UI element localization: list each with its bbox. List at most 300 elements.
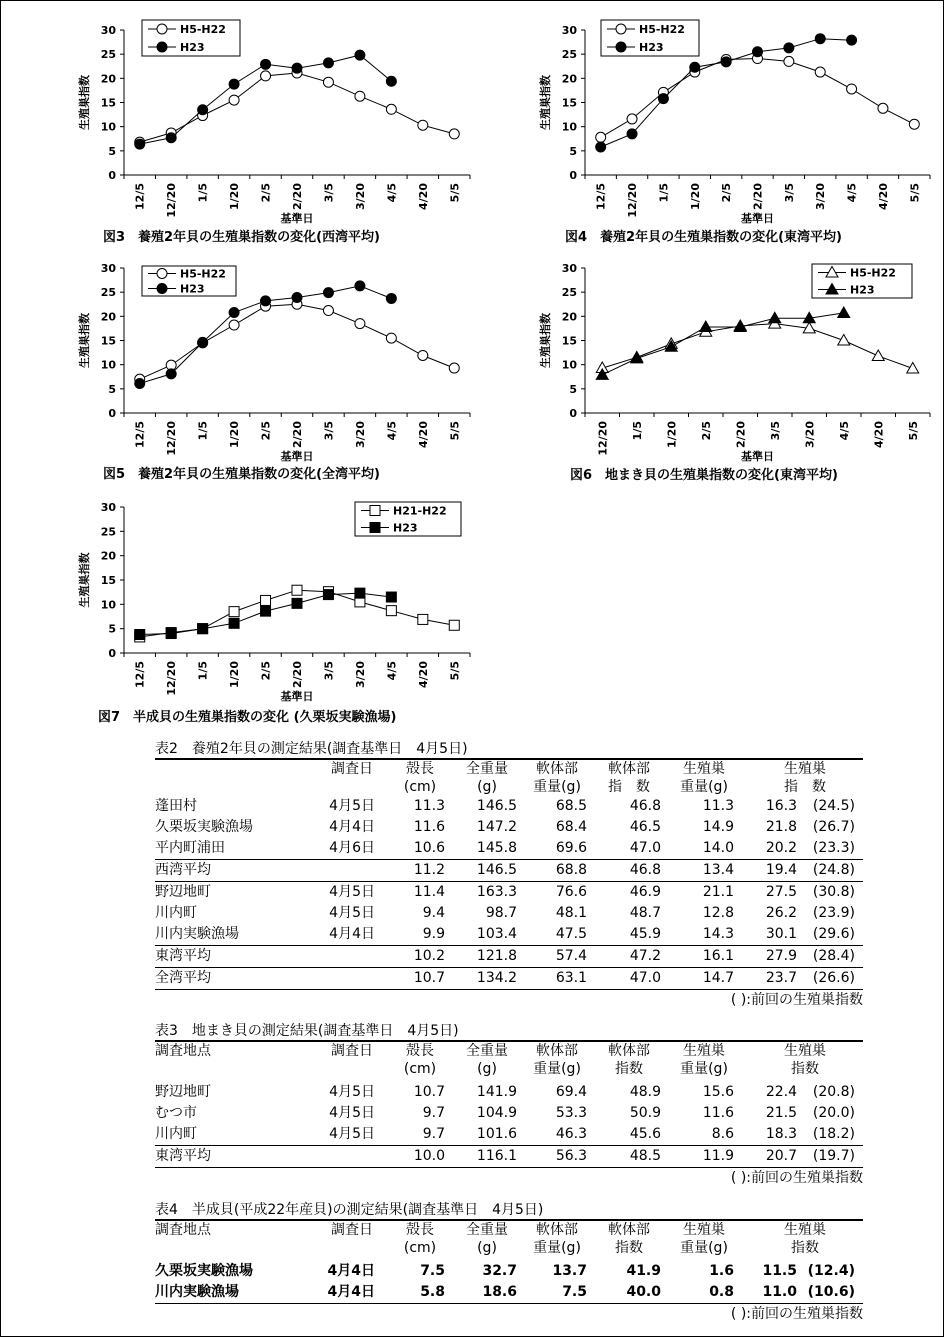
header-line: 軟体部 <box>536 1043 578 1059</box>
x-tick-label: 5/5 <box>906 421 920 441</box>
x-tick-label: 2/20 <box>751 183 765 210</box>
y-tick-label: 0 <box>569 169 577 182</box>
data-point <box>386 592 396 602</box>
x-tick-label: 4/20 <box>416 183 430 210</box>
series-H5-H22 <box>135 299 460 384</box>
data-point <box>292 63 302 73</box>
header-line: 全重量 <box>466 1222 508 1238</box>
header-line: 調査日 <box>331 1222 373 1238</box>
table-note: ( ):前回の生殖巣指数 <box>730 1170 863 1186</box>
data-point <box>700 321 712 332</box>
table-cell: 10.7 <box>413 970 445 986</box>
y-tick-label: 30 <box>100 24 116 37</box>
x-tick-label: 5/5 <box>908 183 922 203</box>
data-point <box>323 58 333 68</box>
y-tick-label: 25 <box>561 286 577 300</box>
header-line: 重量(g) <box>533 1061 581 1077</box>
table-row <box>155 1261 863 1282</box>
header-cell <box>597 1042 661 1078</box>
legend <box>812 264 912 298</box>
header-line: 指 数 <box>608 779 650 795</box>
table-cell: 4月5日 <box>329 905 375 921</box>
data-point <box>907 363 919 374</box>
header-line: (cm) <box>403 1240 437 1256</box>
x-tick-label: 1/20 <box>688 183 702 210</box>
header-line: 重量(g) <box>533 1240 581 1256</box>
table-cell: 18.6 <box>482 1284 517 1300</box>
table-cell: 20.7 <box>765 1148 797 1164</box>
table-cell: 14.0 <box>702 840 734 856</box>
data-point <box>878 103 888 113</box>
legend-marker <box>370 506 380 516</box>
table-row <box>155 881 863 903</box>
table-row <box>155 903 863 924</box>
legend-label: H23 <box>639 41 664 54</box>
header-line: 指 数 <box>784 779 826 795</box>
header-line: 指数 <box>615 1061 643 1077</box>
header-line: 殻長 <box>406 1043 434 1059</box>
x-tick-label: 4/5 <box>837 421 851 441</box>
data-point <box>323 590 333 600</box>
data-point <box>355 50 365 60</box>
x-tick-label: 1/5 <box>196 183 210 203</box>
y-tick-label: 5 <box>108 144 116 158</box>
x-tick-label: 12/20 <box>165 661 179 696</box>
table-cell: 10.0 <box>413 1148 445 1164</box>
table-row <box>155 967 863 990</box>
table-cell: 10.7 <box>413 1084 445 1100</box>
y-tick-label: 20 <box>100 549 116 563</box>
table-cell: 146.5 <box>476 798 517 814</box>
x-tick-label: 12/20 <box>165 421 179 456</box>
table-cell: (26.7) <box>812 819 855 835</box>
table-cell: 18.3 <box>765 1126 797 1142</box>
data-point <box>261 595 271 605</box>
table-cell: 46.8 <box>629 798 661 814</box>
legend <box>142 266 236 296</box>
table-note: ( ):前回の生殖巣指数 <box>730 992 863 1008</box>
table-cell: 4月4日 <box>327 1263 375 1279</box>
table-cell: (12.4) <box>807 1263 855 1279</box>
header-cell <box>673 1042 735 1078</box>
y-axis-title: 生殖巣指数 <box>78 75 91 130</box>
table-cell: 40.0 <box>626 1284 661 1300</box>
y-tick-label: 30 <box>100 501 116 514</box>
y-tick-label: 5 <box>569 382 577 396</box>
header-cell <box>457 1042 517 1078</box>
table-cell: 48.7 <box>629 905 661 921</box>
data-point <box>135 379 145 389</box>
x-tick-label: 2/5 <box>259 661 273 681</box>
table-title: 表3 地まき貝の測定結果(調査基準日 4月5日) <box>155 1022 863 1042</box>
data-point <box>261 296 271 306</box>
table-cell: 11.3 <box>702 798 734 814</box>
series-H23 <box>596 307 850 379</box>
table-cell: 4月5日 <box>329 1084 375 1100</box>
series-H5-H22 <box>596 318 919 373</box>
data-point <box>784 56 794 66</box>
table-cell: 12.8 <box>702 905 734 921</box>
header-cell <box>755 1221 855 1257</box>
header-line: 全重量 <box>466 761 508 777</box>
data-point <box>627 129 637 139</box>
legend-marker <box>157 284 167 294</box>
table-cell: 63.1 <box>555 970 587 986</box>
data-point <box>261 606 271 616</box>
header-cell <box>323 760 381 778</box>
chart-fig7 <box>77 501 470 703</box>
data-point <box>386 333 396 343</box>
table-row <box>155 1082 863 1103</box>
y-tick-label: 15 <box>100 334 116 348</box>
header-cell <box>673 760 735 796</box>
series-line <box>140 73 455 142</box>
legend <box>142 20 240 56</box>
x-tick-label: 5/5 <box>448 183 462 203</box>
table-cell: 9.9 <box>422 926 445 942</box>
table-cell: 14.9 <box>702 819 734 835</box>
data-point <box>784 43 794 53</box>
table-row <box>155 1124 863 1145</box>
table-cell: 76.6 <box>555 884 587 900</box>
header-line: 生殖巣 <box>784 1222 826 1238</box>
series-H21-H22 <box>135 585 460 642</box>
y-tick-label: 0 <box>108 647 116 660</box>
header-line: (g) <box>477 1061 497 1077</box>
chart-fig6 <box>538 262 930 463</box>
header-cell <box>457 1221 517 1257</box>
table-cell: 0.8 <box>709 1284 734 1300</box>
table-cell: 146.5 <box>476 862 517 878</box>
table-cell: 14.7 <box>702 970 734 986</box>
table-cell: 蓬田村 <box>155 798 197 814</box>
header-line: 生殖巣 <box>683 1222 725 1238</box>
table-cell: 116.1 <box>476 1148 517 1164</box>
table-cell: 22.4 <box>765 1084 797 1100</box>
y-tick-label: 10 <box>100 358 116 372</box>
fig3-caption: 図3 養殖2年貝の生殖巣指数の変化(西湾平均) <box>103 230 380 245</box>
table-cell: (28.4) <box>812 948 855 964</box>
x-tick-label: 1/5 <box>657 183 671 203</box>
header-cell <box>525 1042 589 1078</box>
header-cell <box>597 760 661 796</box>
y-axis-title: 生殖巣指数 <box>539 313 552 368</box>
series-line <box>140 304 455 379</box>
table-cell: 11.4 <box>413 884 445 900</box>
table-cell: 4月5日 <box>329 1105 375 1121</box>
data-point <box>292 292 302 302</box>
header-line: 調査日 <box>331 1043 373 1059</box>
x-tick-label: 3/5 <box>768 421 782 441</box>
table-cell: 45.6 <box>629 1126 661 1142</box>
data-point <box>690 62 700 72</box>
table-cell: (23.9) <box>812 905 855 921</box>
chart-fig3 <box>77 20 470 225</box>
table4 <box>155 1201 863 1324</box>
x-tick-label: 4/5 <box>385 183 399 203</box>
y-tick-label: 15 <box>561 96 577 110</box>
legend-marker <box>157 42 167 52</box>
y-tick-label: 0 <box>108 169 116 182</box>
table-cell: 15.6 <box>702 1084 734 1100</box>
data-point <box>323 288 333 298</box>
x-tick-label: 3/20 <box>353 421 367 448</box>
data-point <box>596 132 606 142</box>
header-line: 軟体部 <box>608 1043 650 1059</box>
data-point <box>658 94 668 104</box>
table-cell: 1.6 <box>709 1263 734 1279</box>
table-cell: 47.0 <box>629 970 661 986</box>
table-cell: 川内町 <box>155 1126 197 1142</box>
data-point <box>449 129 459 139</box>
data-point <box>166 629 176 639</box>
table2 <box>155 740 863 1010</box>
table-title: 表4 半成貝(平成22年産貝)の測定結果(調査基準日 4月5日) <box>155 1201 863 1221</box>
table-cell: 11.3 <box>413 798 445 814</box>
y-tick-label: 20 <box>100 310 116 324</box>
table-cell: (20.8) <box>812 1084 855 1100</box>
header-cell <box>393 1042 447 1078</box>
table-cell: 川内実験漁場 <box>155 1284 239 1300</box>
table-cell: 47.0 <box>629 840 661 856</box>
legend-label: H5-H22 <box>639 23 685 36</box>
x-tick-label: 2/5 <box>720 183 734 203</box>
x-tick-label: 3/20 <box>353 661 367 688</box>
data-point <box>418 120 428 130</box>
header-line: (cm) <box>403 779 437 795</box>
table-cell: 16.3 <box>765 798 797 814</box>
data-point <box>198 337 208 347</box>
y-axis-title: 生殖巣指数 <box>539 75 552 130</box>
table-cell: 8.6 <box>711 1126 734 1142</box>
legend-marker <box>157 24 167 34</box>
y-axis-title: 生殖巣指数 <box>78 313 91 368</box>
x-tick-label: 3/5 <box>322 421 336 441</box>
table-header <box>155 1042 863 1078</box>
table-cell: 68.4 <box>555 819 587 835</box>
header-cell <box>755 1042 855 1078</box>
x-tick-label: 12/5 <box>133 661 147 688</box>
table-cell: 久栗坂実験漁場 <box>155 1263 253 1279</box>
x-axis-title: 基準日 <box>741 450 774 463</box>
data-point <box>229 307 239 317</box>
data-point <box>596 142 606 152</box>
header-line: 指数 <box>791 1061 819 1077</box>
data-point <box>386 606 396 616</box>
header-cell <box>155 1221 315 1239</box>
data-point <box>323 77 333 87</box>
table-cell: 47.2 <box>629 948 661 964</box>
x-tick-label: 2/20 <box>291 661 304 688</box>
table-cell: 45.9 <box>629 926 661 942</box>
header-cell <box>597 1221 661 1257</box>
x-tick-label: 3/5 <box>782 183 796 203</box>
table-cell: 41.9 <box>626 1263 661 1279</box>
y-tick-label: 10 <box>100 598 116 612</box>
data-point <box>386 293 396 303</box>
table-cell: 23.7 <box>765 970 797 986</box>
x-tick-label: 2/5 <box>699 421 713 441</box>
table-cell: 46.3 <box>555 1126 587 1142</box>
y-tick-label: 25 <box>100 48 116 62</box>
table-cell: (10.6) <box>807 1284 855 1300</box>
x-axis-title: 基準日 <box>741 212 774 225</box>
data-point <box>721 57 731 67</box>
data-point <box>815 67 825 77</box>
table-cell: 46.8 <box>629 862 661 878</box>
x-tick-label: 1/5 <box>630 421 644 441</box>
table-cell: (24.8) <box>812 862 855 878</box>
table-cell: (24.5) <box>812 798 855 814</box>
y-tick-label: 20 <box>100 72 116 86</box>
table-cell: 16.1 <box>702 948 734 964</box>
data-point <box>418 614 428 624</box>
x-tick-label: 12/20 <box>626 183 640 218</box>
y-tick-label: 15 <box>561 334 577 348</box>
data-point <box>838 307 850 318</box>
x-tick-label: 4/20 <box>876 183 890 210</box>
y-tick-label: 5 <box>569 144 577 158</box>
header-line: 生殖巣 <box>683 1043 725 1059</box>
data-point <box>166 133 176 143</box>
table-cell: 全湾平均 <box>155 970 211 986</box>
chart-fig5 <box>77 262 470 463</box>
table-cell: 7.5 <box>420 1263 445 1279</box>
table-cell: (23.3) <box>812 840 855 856</box>
data-point <box>229 320 239 330</box>
table3 <box>155 1022 863 1188</box>
header-cell <box>323 1221 381 1239</box>
series-line <box>140 590 455 637</box>
header-line: 殻長 <box>406 761 434 777</box>
data-point <box>229 607 239 617</box>
table-cell: (30.8) <box>812 884 855 900</box>
table-cell: 11.0 <box>762 1284 797 1300</box>
data-point <box>198 105 208 115</box>
x-tick-label: 4/20 <box>416 661 430 688</box>
data-point <box>386 76 396 86</box>
y-tick-label: 5 <box>108 382 116 396</box>
table-cell: 69.4 <box>555 1084 587 1100</box>
table-cell: 69.6 <box>555 840 587 856</box>
data-point <box>847 84 857 94</box>
x-tick-label: 4/5 <box>845 183 859 203</box>
header-cell <box>525 1221 589 1257</box>
x-axis-title: 基準日 <box>280 690 314 703</box>
x-tick-label: 1/20 <box>228 661 242 688</box>
data-point <box>769 312 781 323</box>
x-tick-label: 1/20 <box>665 421 679 448</box>
table-row <box>155 1282 863 1304</box>
table-cell: むつ市 <box>155 1105 197 1121</box>
data-point <box>261 71 271 81</box>
fig7-caption: 図7 半成貝の生殖巣指数の変化 (久栗坂実験漁場) <box>98 710 397 725</box>
series-line <box>602 324 913 369</box>
x-tick-label: 4/20 <box>416 421 430 448</box>
table-cell: (18.2) <box>812 1126 855 1142</box>
table-cell: 27.5 <box>765 884 797 900</box>
series-H23 <box>135 281 397 389</box>
header-line: 指数 <box>615 1240 643 1256</box>
header-line: 重量(g) <box>680 779 728 795</box>
x-tick-label: 12/5 <box>133 183 147 210</box>
table-cell: 5.8 <box>420 1284 445 1300</box>
x-tick-label: 2/5 <box>259 183 273 203</box>
table-cell: 46.5 <box>629 819 661 835</box>
table-cell: 27.9 <box>765 948 797 964</box>
table-cell: 134.2 <box>476 970 517 986</box>
x-tick-label: 4/20 <box>872 421 886 448</box>
table-cell: 11.6 <box>702 1105 734 1121</box>
header-cell <box>323 1042 381 1060</box>
legend-label: H23 <box>850 283 875 297</box>
data-point <box>449 363 459 373</box>
table-cell: 48.5 <box>629 1148 661 1164</box>
data-point <box>631 352 643 363</box>
legend-label: H5-H22 <box>180 267 226 281</box>
table-cell: (29.6) <box>812 926 855 942</box>
series-H5-H22 <box>135 68 460 147</box>
data-point <box>229 618 239 628</box>
data-point <box>872 350 884 361</box>
data-point <box>838 335 850 346</box>
table-cell: 4月4日 <box>327 1284 375 1300</box>
x-tick-label: 1/20 <box>228 183 242 210</box>
legend-label: H21-H22 <box>393 504 447 518</box>
table-row <box>155 945 863 967</box>
table-cell: 9.7 <box>422 1126 445 1142</box>
table-cell: 48.9 <box>629 1084 661 1100</box>
y-tick-label: 25 <box>100 286 116 300</box>
data-point <box>449 620 459 630</box>
y-tick-label: 10 <box>100 120 116 134</box>
table-cell: 東湾平均 <box>155 1148 211 1164</box>
header-cell <box>525 760 589 796</box>
table-cell: 48.1 <box>555 905 587 921</box>
y-tick-label: 30 <box>100 262 116 275</box>
data-point <box>909 119 919 129</box>
y-tick-label: 10 <box>561 120 577 134</box>
table-cell: 4月4日 <box>329 819 375 835</box>
data-point <box>135 139 145 149</box>
header-line: 重量(g) <box>680 1061 728 1077</box>
legend-label: H23 <box>180 41 205 54</box>
table-cell: 10.2 <box>413 948 445 964</box>
x-tick-label: 5/5 <box>448 421 462 441</box>
header-line: 調査日 <box>331 761 373 777</box>
header-line: 調査地点 <box>155 1222 211 1238</box>
x-tick-label: 3/20 <box>353 183 367 210</box>
table-cell: 26.2 <box>765 905 797 921</box>
header-line: 調査地点 <box>155 1043 211 1059</box>
table-cell: 平内町浦田 <box>155 840 225 856</box>
table-cell: 14.3 <box>702 926 734 942</box>
data-point <box>229 95 239 105</box>
fig6-caption: 図6 地まき貝の生殖巣指数の変化(東湾平均) <box>570 468 838 483</box>
table-cell: 98.7 <box>485 905 517 921</box>
y-tick-label: 20 <box>561 72 577 86</box>
table-cell: 46.9 <box>629 884 661 900</box>
table-cell: 西湾平均 <box>155 862 211 878</box>
table-cell: 56.3 <box>555 1148 587 1164</box>
table-row <box>155 924 863 945</box>
y-tick-label: 0 <box>108 407 116 420</box>
table-cell: (19.7) <box>812 1148 855 1164</box>
y-tick-label: 25 <box>561 48 577 62</box>
y-tick-label: 15 <box>100 574 116 587</box>
y-tick-label: 0 <box>569 407 577 420</box>
table-cell: 21.1 <box>702 884 734 900</box>
